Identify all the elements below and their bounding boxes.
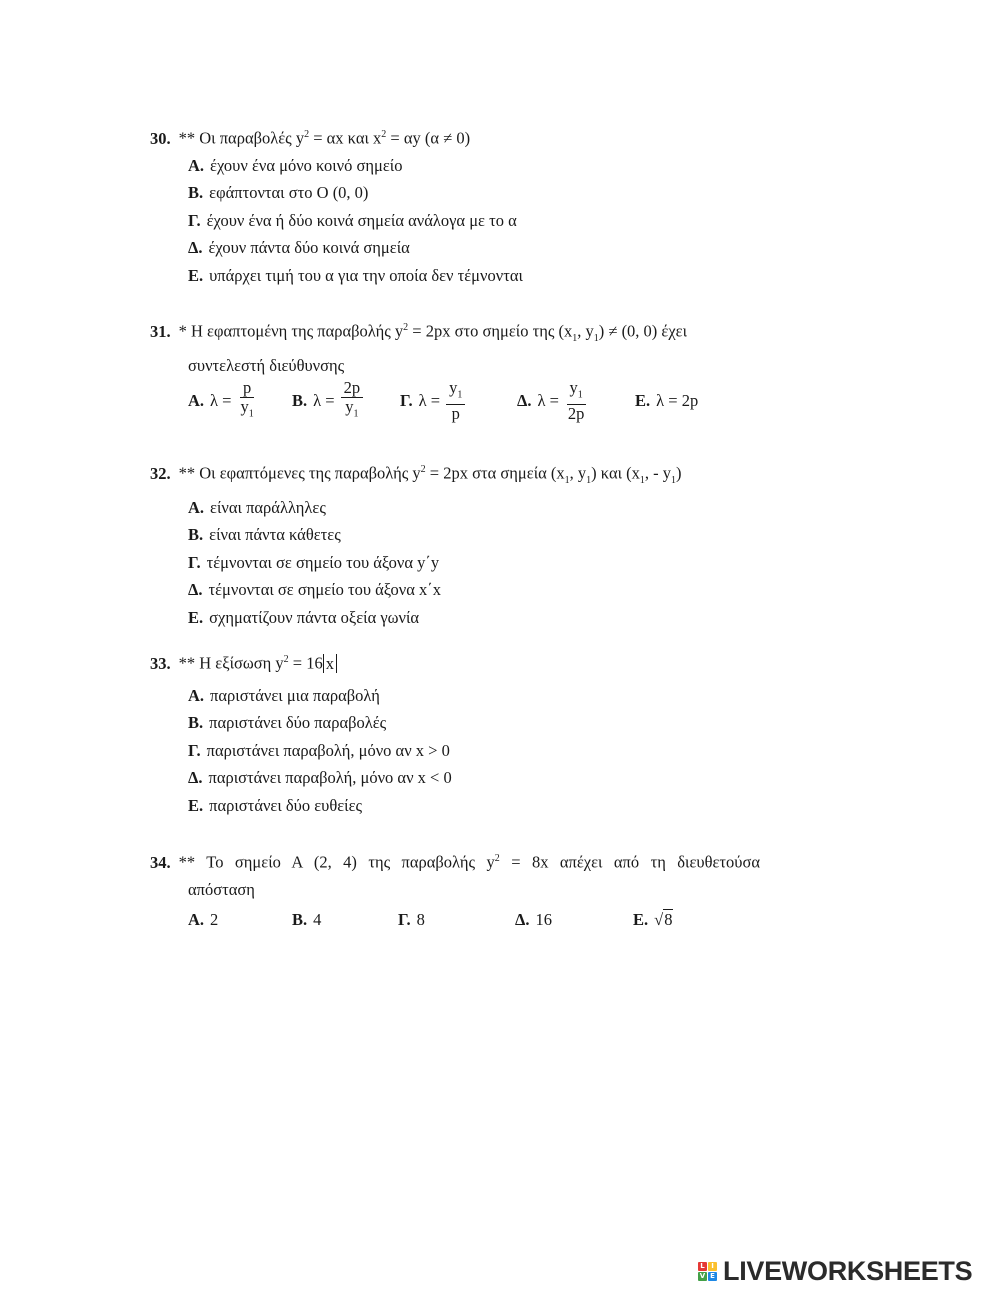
- logo-tile: L: [698, 1262, 707, 1271]
- option-c[interactable]: Γ. παριστάνει παραβολή, μόνο αν x > 0: [188, 740, 450, 760]
- question-stem: 30. ** Οι παραβολές $y^2 = \alpha x$ και $x^2 = \alpha y$ (α ≠ 0): [150, 128, 471, 148]
- options-row: [188, 377, 760, 423]
- absolute-value: x: [323, 654, 337, 673]
- option-c[interactable]: Γ. λ = $\frac{y_1}{p}$: [400, 379, 517, 423]
- option-e[interactable]: Ε. √8: [633, 909, 673, 929]
- option-e[interactable]: Ε. παριστάνει δύο ευθείες: [188, 795, 363, 815]
- question-31: [150, 314, 760, 421]
- logo-tile: I: [708, 1262, 717, 1271]
- option-d[interactable]: Δ. παριστάνει παραβολή, μόνο αν x < 0: [188, 768, 452, 787]
- option-d[interactable]: Δ. λ = $\frac{y_1}{2p}$: [517, 379, 635, 423]
- option-b[interactable]: Β. 4: [292, 909, 322, 929]
- options-row: [188, 903, 760, 937]
- option-d[interactable]: Δ. τέμνονται σε σημείο του άξονα x΄x: [188, 580, 441, 600]
- question-33: [150, 646, 760, 819]
- logo-tile: E: [708, 1272, 717, 1281]
- fraction: $\frac{p}{y_1}$: [240, 377, 254, 419]
- square-root: √8: [654, 909, 673, 929]
- option-b[interactable]: Β. παριστάνει δύο παραβολές: [188, 713, 387, 732]
- question-number: 32.: [150, 463, 171, 483]
- question-34: [150, 845, 760, 937]
- question-number: 34.: [150, 852, 171, 872]
- fraction: $\frac{2p}{y_1}$: [341, 379, 364, 423]
- question-stem: 33. ** Η εξίσωση $y^2 = 16$ x: [150, 646, 760, 677]
- question-stem: 31. * Η εφαπτομένη της παραβολής $y^2 = 2px$ στο σημείο της ($x_1$, $y_1) \ne (0$, 0) έχει: [150, 321, 688, 344]
- option-a[interactable]: Α. παριστάνει μια παραβολή: [188, 685, 380, 705]
- question-number: 30.: [150, 128, 171, 148]
- question-32: [150, 456, 760, 631]
- option-e[interactable]: Ε. σχηματίζουν πάντα οξεία γωνία: [188, 607, 420, 627]
- option-e[interactable]: Ε. λ = 2p: [635, 390, 699, 410]
- option-a[interactable]: Α. λ = $\frac{p}{y_1}$: [188, 379, 292, 423]
- liveworksheets-logo-icon: [698, 1262, 717, 1281]
- question-number: 33.: [150, 653, 171, 673]
- option-c[interactable]: Γ. τέμνονται σε σημείο του άξονα y΄y: [188, 552, 440, 572]
- question-number: 31.: [150, 321, 171, 341]
- option-d[interactable]: Δ. έχουν πάντα δύο κοινά σημεία: [188, 238, 410, 257]
- option-b[interactable]: Β. είναι πάντα κάθετες: [188, 525, 341, 545]
- option-a[interactable]: Α. έχουν ένα μόνο κοινό σημείο: [188, 155, 403, 175]
- liveworksheets-branding: [698, 1256, 972, 1286]
- option-a[interactable]: Α. 2: [188, 909, 219, 929]
- options-list: [188, 494, 760, 632]
- question-30: [150, 121, 760, 289]
- brand-text: LIVEWORKSHEETS: [723, 1255, 973, 1286]
- question-stem: 34. ** Το σημείο Α (2, 4) της παραβολής $y^2 = 8x$ απέχει από τη διευθετούσα: [150, 852, 760, 872]
- logo-tile: V: [699, 1271, 706, 1280]
- option-b[interactable]: Β. λ = $\frac{2p}{y_1}$: [292, 379, 400, 423]
- options-list: [188, 682, 760, 820]
- fraction: $\frac{y_1}{p}$: [446, 379, 465, 423]
- question-stem: 32. ** Οι εφαπτόμενες της παραβολής $y^2 = 2px$ στα σημεία ($x_1$, $y_1$) και ($x_1$, - $y_1$): [150, 463, 682, 486]
- option-a[interactable]: Α. είναι παράλληλες: [188, 497, 326, 517]
- question-stem-line2: απόσταση: [188, 879, 255, 899]
- option-d[interactable]: Δ. 16: [515, 909, 552, 929]
- option-e[interactable]: Ε. υπάρχει τιμή του α για την οποία δεν τέμνονται: [188, 265, 523, 285]
- options-list: [188, 152, 760, 290]
- fraction: $\frac{y_1}{2p}$: [567, 377, 585, 423]
- option-c[interactable]: Γ. 8: [398, 909, 425, 929]
- question-stem-line2: συντελεστή διεύθυνσης: [188, 355, 345, 375]
- option-c[interactable]: Γ. έχουν ένα ή δύο κοινά σημεία ανάλογα με το α: [188, 210, 517, 230]
- option-b[interactable]: Β. εφάπτονται στο O (0, 0): [188, 183, 369, 202]
